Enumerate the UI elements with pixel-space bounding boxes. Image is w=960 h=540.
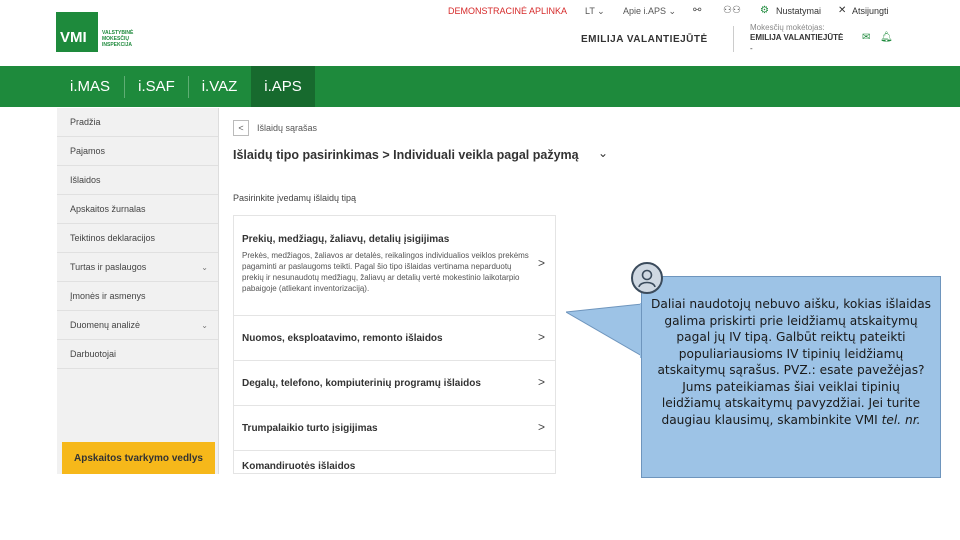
- card-title: Degalų, telefono, kompiuterinių programų išlaidos: [242, 377, 481, 389]
- logout-link[interactable]: Atsijungti: [852, 6, 889, 16]
- sidebar-item-islaidos[interactable]: [57, 166, 218, 195]
- sidebar-item-label: Teiktinos deklaracijos: [70, 233, 156, 243]
- card-title: Trumpalaikio turto įsigijimas: [242, 422, 378, 434]
- back-button[interactable]: [233, 120, 249, 136]
- expense-type-card[interactable]: [234, 406, 555, 451]
- mail-icon[interactable]: ✉: [862, 32, 871, 43]
- vmi-logo[interactable]: VMI: [56, 12, 98, 52]
- sidebar-item-darbuotojai[interactable]: [57, 340, 218, 369]
- callout-text: [651, 296, 931, 428]
- demo-environment-label: DEMONSTRACINĖ APLINKA: [448, 6, 568, 16]
- sidebar-item-turtas[interactable]: [57, 253, 218, 282]
- header-divider: [733, 26, 734, 52]
- taxpayer-name[interactable]: EMILIJA VALANTIEJŪTĖ: [750, 33, 844, 42]
- chevron-down-icon[interactable]: ⌄: [598, 146, 609, 160]
- sidebar-item-label: Pajamos: [70, 146, 106, 156]
- callout-pointer: [566, 276, 646, 396]
- card-title: Nuomos, eksploatavimo, remonto išlaidos: [242, 332, 443, 344]
- back-label[interactable]: Išlaidų sąrašas: [257, 123, 318, 133]
- sidebar-item-pradzia[interactable]: [57, 108, 218, 137]
- sidebar-item-label: Įmonės ir asmenys: [70, 291, 146, 301]
- expense-type-card[interactable]: [234, 216, 555, 316]
- expense-type-card[interactable]: [234, 451, 555, 474]
- user-name: EMILIJA VALANTIEJŪTĖ: [581, 34, 708, 45]
- sidebar-item-teiktinos-deklaracijos[interactable]: [57, 224, 218, 253]
- card-title: Prekių, medžiagų, žaliavų, detalių įsigijimas: [242, 234, 450, 245]
- tab-imas[interactable]: i.MAS: [69, 78, 110, 95]
- card-description: Prekės, medžiagos, žaliavos ar detalės, reikalingos individualios veiklos prekėms pagaminti ar paslaugoms teikti. Pagal šio tipo išlaidas vertinama neparduotų prekių ir nesunaudotų medžiagų, žaliavų ar detalių vertė mokestinio laikotarpio pabaigoje (atliekant inventorizaciją).: [242, 251, 529, 293]
- select-type-label: Pasirinkite įvedamų išlaidų tipą: [233, 193, 357, 203]
- chevron-right-icon: >: [537, 330, 545, 344]
- sidebar-item-label: Duomenų analizė: [70, 320, 141, 330]
- chevron-right-icon: >: [537, 420, 545, 434]
- accounting-guide-button[interactable]: Apskaitos tvarkymo vedlys: [62, 442, 215, 474]
- sidebar: [57, 108, 219, 474]
- chevron-right-icon: >: [537, 375, 545, 389]
- bell-icon[interactable]: 🔔︎: [880, 32, 893, 43]
- glasses-icon[interactable]: ⚇⚇: [723, 5, 741, 16]
- about-menu[interactable]: Apie i.APS ⌄: [623, 6, 677, 16]
- expense-type-list: [233, 215, 556, 474]
- chevron-right-icon: >: [537, 256, 545, 270]
- tab-isaf[interactable]: i.SAF: [138, 78, 175, 95]
- sidebar-item-imones[interactable]: [57, 282, 218, 311]
- chevron-down-icon[interactable]: ⌄: [201, 320, 208, 330]
- close-icon[interactable]: ✕: [838, 5, 847, 16]
- app-header: [0, 0, 960, 66]
- tab-iaps[interactable]: i.APS: [251, 66, 315, 107]
- main-nav: [0, 66, 960, 107]
- sidebar-item-duomenu-analize[interactable]: [57, 311, 218, 340]
- settings-link[interactable]: Nustatymai: [776, 6, 822, 16]
- tab-ivaz[interactable]: i.VAZ: [201, 78, 238, 95]
- taxpayer-extra: -: [750, 44, 753, 53]
- language-selector[interactable]: LT ⌄: [585, 6, 605, 16]
- expense-type-card[interactable]: [234, 316, 555, 361]
- sidebar-item-label: Darbuotojai: [70, 349, 117, 359]
- chevron-left-icon: <: [238, 123, 244, 133]
- sidebar-item-pajamos[interactable]: [57, 137, 218, 166]
- hierarchy-icon[interactable]: ⚯: [693, 5, 702, 16]
- chevron-down-icon[interactable]: ⌄: [201, 262, 208, 272]
- logo-subtext: VALSTYBINĖ MOKESČIŲ INSPEKCIJA: [102, 30, 134, 48]
- page-title: Išlaidų tipo pasirinkimas > Individuali veikla pagal pažymą: [233, 148, 579, 162]
- user-avatar-icon: [631, 262, 663, 294]
- settings-icon[interactable]: ⚙: [760, 5, 769, 16]
- callout-text-italic: tel. nr.: [881, 412, 921, 427]
- sidebar-item-label: Išlaidos: [70, 175, 101, 185]
- sidebar-item-label: Turtas ir paslaugos: [70, 262, 147, 272]
- card-title: Komandiruotės išlaidos: [242, 461, 356, 472]
- expense-type-card[interactable]: [234, 361, 555, 406]
- sidebar-item-label: Pradžia: [70, 117, 101, 127]
- callout-text-main: Daliai naudotojų nebuvo aišku, kokias išlaidas galima priskirti prie leidžiamų atskaitymų pagal jų IV tipą. Galbūt reiktų pateikti populiariausioms IV tipinių leidžiamų atskaitymų sąrašus. PVZ.: esate pavežėjas? Jums pateikiamas šiai veiklai tipinių leidžiamų atskaitymų pavyzdžiai. Jei turite daugiau klausimų, skambinkite VMI: [651, 297, 932, 427]
- taxpayer-label: Mokesčių mokėtojas:: [750, 23, 825, 32]
- sidebar-item-apskaitos-zurnalas[interactable]: [57, 195, 218, 224]
- sidebar-item-label: Apskaitos žurnalas: [70, 204, 146, 214]
